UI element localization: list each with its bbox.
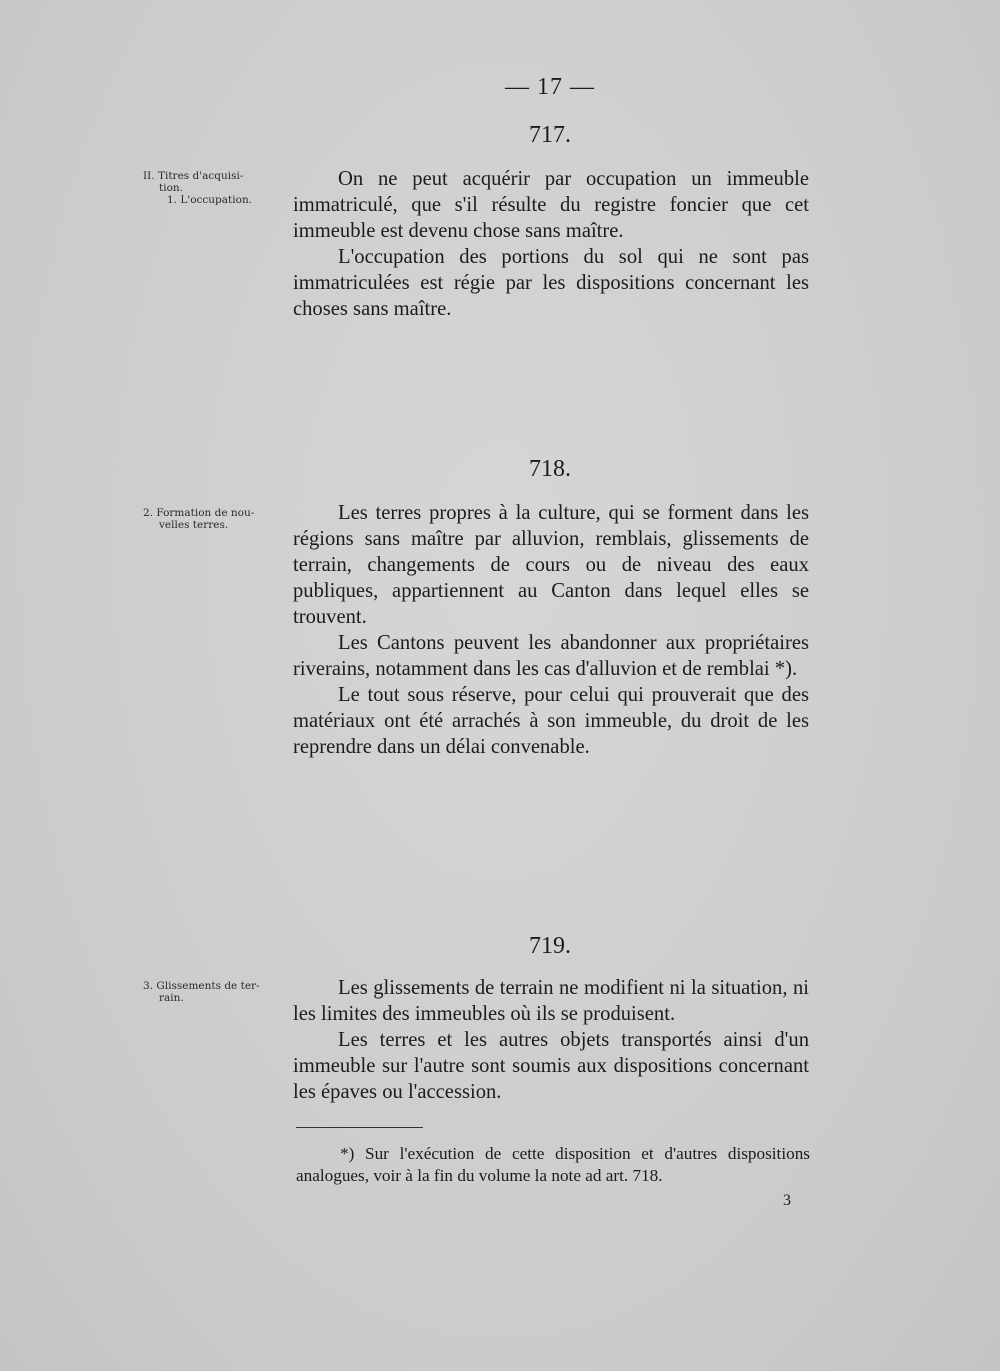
article-body-717 [293,166,809,322]
margin-note-line: 1. L'occupation. [167,194,253,206]
margin-note-717 [143,170,283,206]
paragraph: L'occupation des portions du sol qui ne sont pas immatriculées est régie par les dispositions concernant les choses sans maître. [293,246,809,320]
paragraph: Les terres propres à la culture, qui se forment dans les régions sans maître par alluvion, remblais, glissements de terrain, changements de cours ou de niveau des eaux publiques, appartiennent au Canton dans lequel elles se trouvent. [293,502,809,628]
article-number-718: 718. [529,456,571,482]
article-body-718 [293,500,809,760]
paragraph: Le tout sous réserve, pour celui qui prouverait que des matériaux ont été arrachés à son immeuble, du droit de les reprendre dans un délai convenable. [293,684,809,758]
margin-note-719 [143,980,283,1004]
article-number-717: 717. [529,122,571,148]
margin-note-718 [143,507,283,531]
paragraph: Les Cantons peuvent les abandonner aux propriétaires riverains, notamment dans les cas d'alluvion et de remblai *). [293,632,809,680]
paragraph: Les terres et les autres objets transportés ainsi d'un immeuble sur l'autre sont soumis aux dispositions concernant les épaves ou l'accession. [293,1029,809,1103]
footnote-text: *) Sur l'exécution de cette disposition et d'autres dispositions analogues, voir à la fin du volume la note ad art. 718. [296,1144,810,1185]
paragraph: Les glissements de terrain ne modifient ni la situation, ni les limites des immeubles où ils se produisent. [293,977,809,1025]
article-body-719 [293,975,809,1105]
margin-note-line: velles terres. [159,519,229,531]
margin-note-line: II. Titres d'acquisi- [143,170,244,182]
footnote [296,1143,810,1187]
paragraph: On ne peut acquérir par occupation un immeuble immatriculé, que s'il résulte du registre foncier que cet immeuble est devenu chose sans maître. [293,168,809,242]
margin-note-line: 3. Glissements de ter- [143,980,260,992]
margin-note-line: tion. [159,182,183,194]
margin-note-line: rain. [159,992,184,1004]
margin-note-line: 2. Formation de nou- [143,507,255,519]
article-number-719: 719. [529,933,571,959]
signature-mark: 3 [783,1192,791,1209]
footnote-rule [296,1127,423,1128]
page-number: — 17 — [505,74,595,100]
